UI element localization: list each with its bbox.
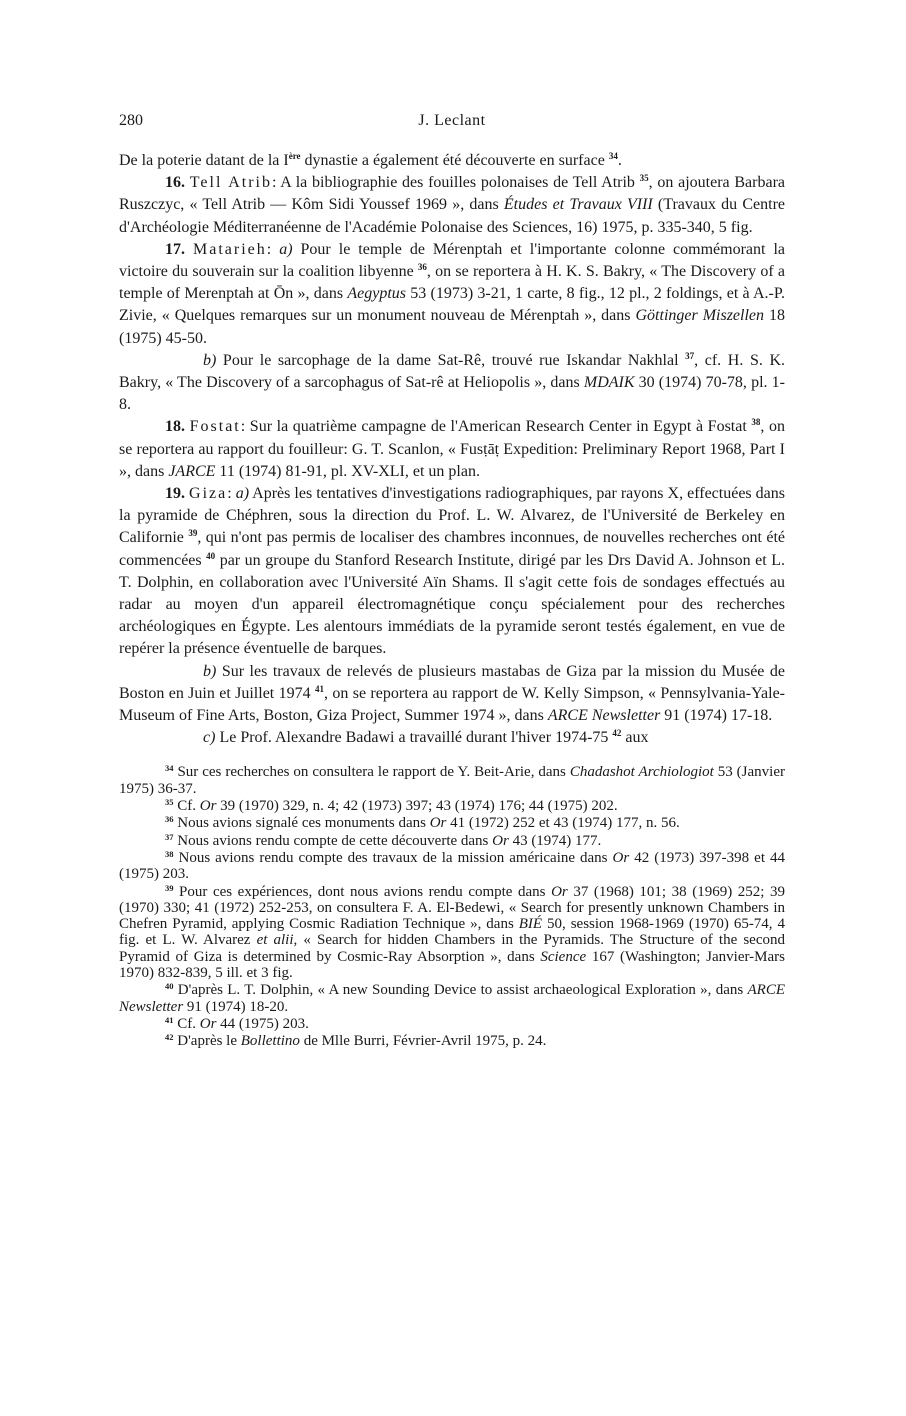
footnote-ref: 40 [206,550,216,561]
section-16-tell-atrib: 16. Tell Atrib: A la bibliographie des fouilles polonaises de Tell Atrib $^{35}$, on ajoutera Barbara Ruszczyc, « Tell Atrib — Kôm Sidi Youssef 1969 », dans Études et Travaux VIII (Travaux du Centre d'Archéologie Méditerranéenne de l'Académie Polonaise des Sciences, 16) 1975, p. 335-340, 5 fig. [119,173,786,236]
footnote-ref: 34 [608,151,618,161]
site-name: Matarieh [193,240,267,258]
footnote-ref: 41 [315,683,324,694]
footnote-35: $^{35}$ Cf. Or 39 (1970) 329, n. 4; 42 (1973) 397; 43 (1974) 176; 44 (1975) 202. [165,797,618,815]
paragraph-continuation: De la poterie datant de la Ière dynastie a également été découverte en surface $^{34}$. [119,151,622,169]
footnote-40: $^{40}$ D'après L. T. Dolphin, « A new Sounding Device to assist archaeological Exploration », dans ARCE Newsletter 91 (1974) 18-20. [119,981,785,1015]
footnote-38: $^{38}$ Nous avions rendu compte des travaux de la mission américaine dans Or 42 (1973) 397-398 et 44 (1975) 203. [119,848,785,883]
site-name: Giza [189,485,228,503]
page-number: 280 [119,112,143,129]
footnote-37: $^{37}$ Nous avions rendu compte de cette découverte dans Or 43 (1974) 177. [165,831,602,849]
main-text [119,150,785,749]
footnote-34: $^{34}$ Sur ces recherches on consultera le rapport de Y. Beit-Arie, dans Chadashot Archiologiot 53 (Janvier 1975) 36-37. [119,763,785,797]
section-19-b: b) Sur les travaux de relevés de plusieurs mastabas de Giza par la mission du Musée de Boston en Juin et Juillet 1974 $^{41}$, on se reportera au rapport de W. Kelly Simpson, « Pennsylvania-Yale-Museum of Fine Arts, Boston, Giza Project, Summer 1974 », dans ARCE Newsletter 91 (1974) 17-18. [119,662,786,725]
footnote-36: $^{36}$ Nous avions signalé ces monuments dans Or 41 (1972) 252 et 43 (1974) 177, n. 56. [165,814,680,832]
section-19-c: c) Le Prof. Alexandre Badawi a travaillé durant l'hiver 1974-75 $^{42}$ aux [203,728,649,747]
section-19-giza: 19. Giza: a) Après les tentatives d'investigations radiographiques, par rayons X, effectuées dans la pyramide de Chéphren, sous la direction du Prof. L. W. Alvarez, de l'Université de Berkeley en Californie $^{39}$, qui n'ont pas permis de localiser des chambres inconnues, de nouvelles recherches ont été commencées $^{40}$ par un groupe du Stanford Research Institute, dirigé par les Drs David A. Johnson et L. T. Dolphin, en collaboration avec l'Université Aïn Shams. Il s'agit cette fois de sondages effectués au radar au moyen d'un appareil électromagnétique conçu spécialement pour des recherches archéologiques en Égypte. Les alentours immédiats de la pyramide seront testés également, en vue de repérer la présence éventuelle de barques. [119,485,786,658]
footnote-ref: 39 [188,528,198,539]
footnote-ref: 38 [751,417,761,428]
footnote-ref: 42 [612,728,622,739]
footnote-ref: 35 [639,173,649,184]
section-18-fostat: 18. Fostat: Sur la quatrième campagne de l'American Research Center in Egypt à Fostat $^{38}$, on se reportera au rapport du fouilleur: G. T. Scanlon, « Fusṭāṭ Expedition: Preliminary Report 1968, Part I », dans JARCE 11 (1974) 81-91, pl. XV-XLI, et un plan. [119,417,786,480]
section-17-matarieh: 17. Matarieh: a) Pour le temple de Mérenptah et l'importante colonne commémorant la victoire du souverain sur la coalition libyenne $^{36}$, on se reportera à H. K. S. Bakry, « The Discovery of a temple of Merenptah at Ōn », dans Aegyptus 53 (1973) 3-21, 1 carte, 8 fig., 12 pl., 2 foldings, et à A.-P. Zivie, « Quelques remarques sur un monument nouveau de Mérenptah », dans Göttinger Miszellen 18 (1975) 45-50. [119,240,786,347]
footnote-41: $^{41}$ Cf. Or 44 (1975) 203. [165,1014,309,1032]
journal-page [119,112,785,1051]
running-head: J. Leclant [418,112,486,129]
footnote-42: $^{42}$ D'après le Bollettino de Mlle Burri, Février-Avril 1975, p. 24. [165,1032,547,1050]
footnotes [119,764,785,1049]
site-name: Fostat [189,418,241,436]
footnote-ref: 37 [685,350,695,361]
footnote-39: $^{39}$ Pour ces expériences, dont nous avions rendu compte dans Or 37 (1968) 101; 38 (1969) 252; 39 (1970) 330; 41 (1972) 252-253, on consultera F. A. El-Bedewi, « Search for presently unknown Chambers in Chefren Pyramid, applying Cosmic Radiation Technique », dans BIÉ 50, session 1968-1969 (1970) 65-74, 4 fig. et L. W. Alvarez et alii, « Search for hidden Chambers in the Pyramids. The Structure of the second Pyramid of Giza is determined by Cosmic-Ray Absorption », dans Science 167 (Washington; Janvier-Mars 1970) 832-839, 5 ill. et 3 fig. [119,882,785,982]
footnote-ref: 36 [417,262,427,273]
section-17-b: b) Pour le sarcophage de la dame Sat-Rê, trouvé rue Iskandar Nakhlal $^{37}$, cf. H. S. K. Bakry, « The Discovery of a sarcophagus of Sat-rê at Heliopolis », dans MDAIK 30 (1974) 70-78, pl. 1-8. [119,350,785,414]
page-header [119,112,785,142]
site-name: Tell Atrib [189,174,273,192]
